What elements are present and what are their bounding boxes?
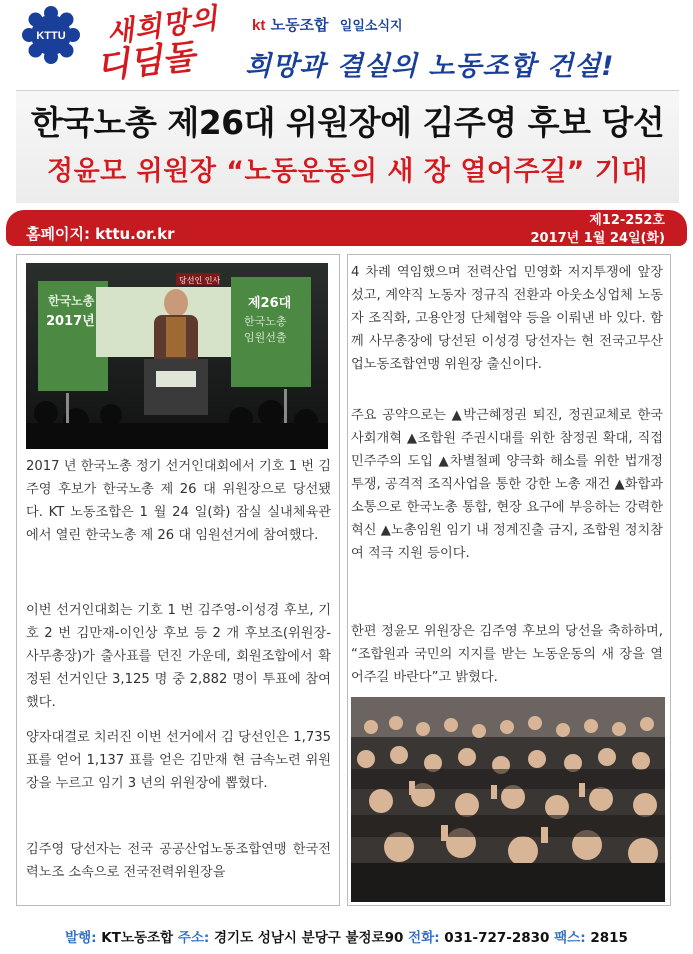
svg-text:KTTU: KTTU: [36, 30, 66, 42]
left-paragraph-1: 2017 년 한국노총 정기 선거인대회에서 기호 1 번 김주영 후보가 한국노총 제 26 대 위원장으로 당선됐다. KT 노동조합은 1 월 24 일(화) 잠실 실내체육관에서 열린 한국노총 제 26 대 임원선거에 참여했다.: [26, 459, 331, 543]
address-label: 주소:: [177, 930, 210, 946]
left-paragraph-2: 이번 선거인대회는 기호 1 번 김주영-이성경 후보, 기호 2 번 김만재-이인상 후보 등 2 개 후보조(위원장-사무총장)가 출사표를 던진 가운데, 회원조합에서 확정된 선거인단 3,125 명 중 2,882 명이 투표에 참여했다.: [26, 603, 331, 710]
right-paragraph-3: 한편 정윤모 위원장은 김주영 후보의 당선을 축하하며, “조합원과 국민의 지지를 받는 노동운동의 새 장을 열어주길 바란다”고 밝혔다.: [351, 624, 663, 685]
photo-crowd: [351, 697, 665, 902]
left-paragraph-3: 양자대결로 치러진 이번 선거에서 김 당선인은 1,735 표를 얻어 1,137 표를 얻은 김만재 현 금속노련 위원장을 누르고 임기 3 년의 위원장에 뽑혔다.: [26, 730, 331, 791]
left-column: [16, 254, 340, 906]
right-paragraph-1: 4 차례 역임했으며 전력산업 민영화 저지투쟁에 앞장섰고, 계약직 노동자 정규직 전환과 아웃소싱업체 노동자 조직화, 고용안정 단체협약 등을 이뤄낸 바 있다. 함께 사무총장에 당선된 이성경 당선자는 현 전국고무산업노동조합연맹 위원장 출신이다.: [351, 265, 663, 372]
phone-label: 전화:: [408, 930, 440, 946]
headline-title: 한국노총 제26대 위원장에 김주영 후보 당선: [30, 103, 665, 142]
fax: 2815: [590, 930, 628, 946]
right-paragraph-2: 주요 공약으로는 ▲박근혜정권 퇴진, 정권교체로 한국사회개혁 ▲조합원 주권시대를 위한 참정권 확대, 직접민주주의 도입 ▲차별철폐 양극화 해소를 위한 법개정 투쟁, 공격적 조직사업을 통한 강한 노총 재건 ▲화합과 소통으로 한국노총 통합, 현장 요구에 부응하는 강력한 혁신 ▲노총임원 임기 내 정계진출 금지, 조합원 정치참여 적극 지원 등이다.: [351, 408, 663, 561]
fax-label: 팩스:: [554, 930, 586, 946]
svg-text:한국노총: 한국노총: [244, 315, 287, 328]
slogan: 희망과 결실의 노동조합 건설!: [245, 51, 615, 82]
headline-subtitle: 정윤모 위원장 “노동운동의 새 장 열어주길” 기대: [47, 156, 648, 187]
issue-number: 제12-252호: [589, 213, 665, 228]
left-paragraph-4: 김주영 당선자는 전국 공공산업노동조합연맹 한국전력노조 소속으로 전국전력위원장을: [26, 842, 331, 880]
photo-winner-speech: [26, 263, 328, 449]
brand-union: 노동조합: [270, 16, 329, 34]
svg-text:임원선출: 임원선출: [244, 331, 287, 344]
brand-name: [252, 14, 403, 35]
brand-sub: 일일소식지: [339, 19, 403, 34]
svg-text:2017년: 2017년: [46, 314, 95, 329]
publisher-label: 발행:: [65, 930, 97, 946]
kttu-logo-icon: [22, 6, 80, 64]
headline-box: [16, 90, 679, 203]
issue-date: 2017년 1월 24일(화): [530, 231, 665, 246]
issue-info: [531, 212, 666, 248]
svg-text:한국노총: 한국노총: [48, 294, 95, 308]
phone: 031-727-2830: [444, 930, 550, 946]
calligraphy-line2: 디딤돌: [94, 36, 197, 88]
address: 경기도 성남시 분당구 불정로90: [214, 930, 404, 946]
svg-text:당선인 인사: 당선인 인사: [179, 276, 221, 285]
footer-contact: [0, 926, 693, 946]
calligraphy-line1: 새희망의: [104, 1, 221, 50]
publisher: KT노동조합: [101, 930, 174, 946]
right-column: [347, 254, 671, 906]
masthead: [0, 0, 693, 88]
brand-kt: kt: [252, 17, 266, 34]
calligraphy-logo: [86, 1, 231, 88]
svg-text:제26대: 제26대: [248, 296, 292, 311]
homepage-link[interactable]: 홈페이지: kttu.or.kr: [26, 225, 175, 243]
